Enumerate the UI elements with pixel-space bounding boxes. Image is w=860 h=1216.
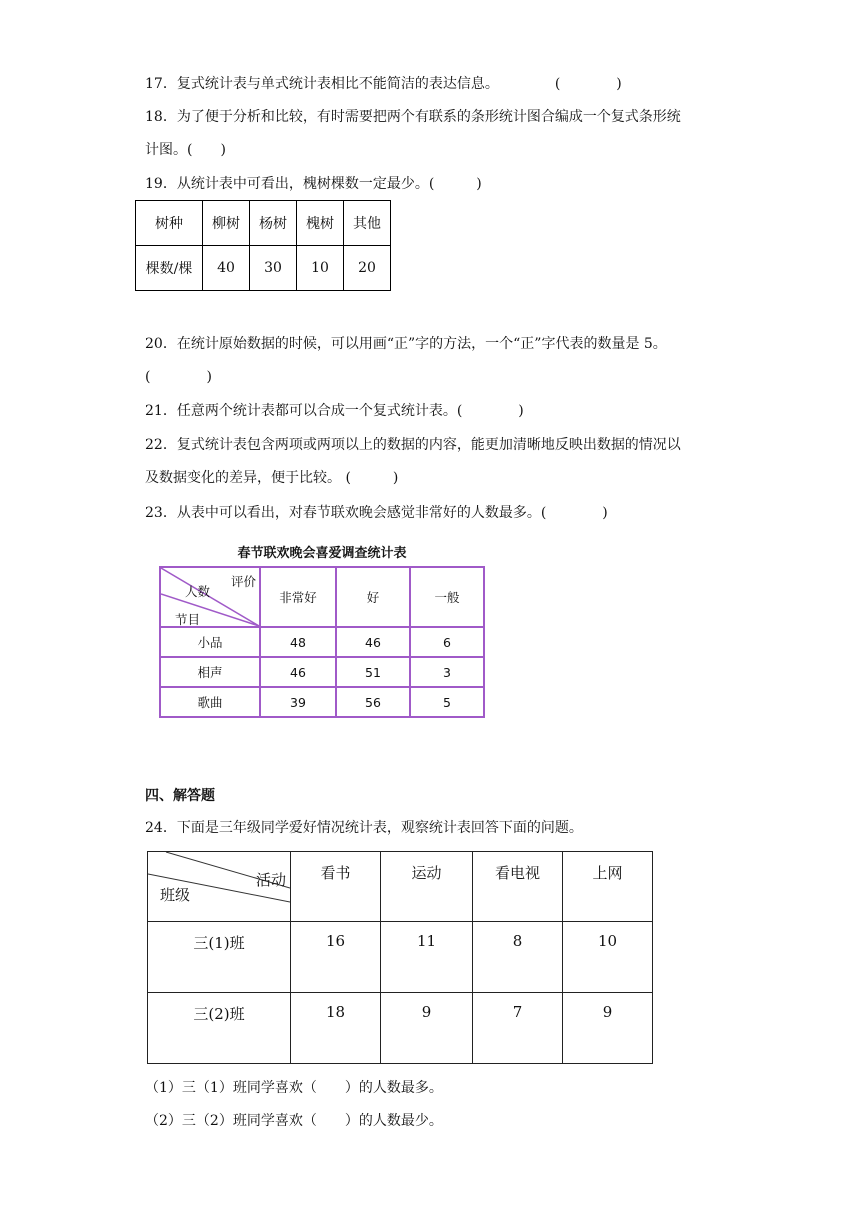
table-row	[160, 627, 484, 657]
table-cell: 其他	[344, 201, 391, 246]
table-row	[148, 993, 653, 1064]
question-24-part1: （1）三（1）班同学喜欢（ ）的人数最多。	[145, 1080, 443, 1096]
table-cell: 39	[260, 687, 336, 717]
row-header: 三(2)班	[148, 993, 291, 1064]
table-cell: 棵数/棵	[136, 246, 203, 291]
question-22-line1: 22．复式统计表包含两项或两项以上的数据的内容，能更加清晰地反映出数据的情况以	[145, 437, 681, 453]
table-cell: 8	[473, 922, 563, 993]
row-header: 相声	[160, 657, 260, 687]
section-heading: 四、解答题	[145, 788, 215, 804]
table-cell: 51	[336, 657, 410, 687]
column-header: 看电视	[473, 852, 563, 922]
table-cell: 46	[336, 627, 410, 657]
table-cell: 30	[250, 246, 297, 291]
table-cell: 11	[381, 922, 473, 993]
question-17: 17．复式统计表与单式统计表相比不能简洁的表达信息。 ( )	[145, 76, 622, 92]
table-cell: 48	[260, 627, 336, 657]
question-21: 21．任意两个统计表都可以合成一个复式统计表。( )	[145, 403, 524, 419]
column-header: 看书	[291, 852, 381, 922]
table-cell: 柳树	[203, 201, 250, 246]
row-header: 歌曲	[160, 687, 260, 717]
hobby-table	[147, 851, 653, 1064]
table-cell: 9	[563, 993, 653, 1064]
table-cell: 40	[203, 246, 250, 291]
diagonal-header-cell	[148, 852, 291, 922]
answer-blank[interactable]: ( )	[554, 76, 622, 92]
table-row	[148, 922, 653, 993]
table-cell: 7	[473, 993, 563, 1064]
question-19: 19．从统计表中可看出，槐树棵数一定最少。( )	[145, 176, 482, 192]
question-18-line1: 18．为了便于分析和比较，有时需要把两个有联系的条形统计图合编成一个复式条形统	[145, 109, 681, 125]
corner-middle-label: 人数	[185, 584, 211, 599]
table-title: 春节联欢晚会喜爱调查统计表	[237, 546, 407, 561]
column-header: 好	[336, 567, 410, 627]
table-header-row	[148, 852, 653, 922]
column-header: 一般	[410, 567, 484, 627]
corner-bottom-label: 班级	[160, 886, 191, 904]
table-cell: 6	[410, 627, 484, 657]
corner-bottom-label: 节目	[175, 612, 201, 627]
table-row	[136, 246, 391, 291]
question-23: 23．从表中可以看出，对春节联欢晚会感觉非常好的人数最多。( )	[145, 505, 608, 521]
table-cell: 18	[291, 993, 381, 1064]
corner-top-label: 活动	[256, 871, 287, 889]
corner-top-label: 评价	[231, 574, 257, 589]
table-cell: 树种	[136, 201, 203, 246]
question-20-line1: 20．在统计原始数据的时候，可以用画“正”字的方法，一个“正”字代表的数量是 5。	[145, 336, 667, 352]
table-cell: 3	[410, 657, 484, 687]
table-cell: 20	[344, 246, 391, 291]
row-header: 小品	[160, 627, 260, 657]
table-row	[160, 657, 484, 687]
question-24: 24．下面是三年级同学爱好情况统计表，观察统计表回答下面的问题。	[145, 820, 583, 836]
question-20-line2[interactable]: ( )	[145, 369, 212, 385]
table-row	[160, 687, 484, 717]
column-header: 运动	[381, 852, 473, 922]
table-header-row	[160, 567, 484, 627]
diagonal-header-cell	[160, 567, 260, 627]
tree-count-table	[135, 200, 391, 291]
table-cell: 46	[260, 657, 336, 687]
column-header: 上网	[563, 852, 653, 922]
table-cell: 16	[291, 922, 381, 993]
table-cell: 5	[410, 687, 484, 717]
question-22-line2: 及数据变化的差异，便于比较。 ( )	[145, 470, 399, 486]
question-18-line2: 计图。( )	[145, 142, 226, 158]
table-cell: 56	[336, 687, 410, 717]
row-header: 三(1)班	[148, 922, 291, 993]
table-cell: 10	[563, 922, 653, 993]
table-row	[136, 201, 391, 246]
table-cell: 9	[381, 993, 473, 1064]
table-cell: 10	[297, 246, 344, 291]
table-cell: 杨树	[250, 201, 297, 246]
question-24-part2: （2）三（2）班同学喜欢（ ）的人数最少。	[145, 1113, 443, 1129]
table-cell: 槐树	[297, 201, 344, 246]
column-header: 非常好	[260, 567, 336, 627]
gala-survey-table	[159, 566, 485, 718]
